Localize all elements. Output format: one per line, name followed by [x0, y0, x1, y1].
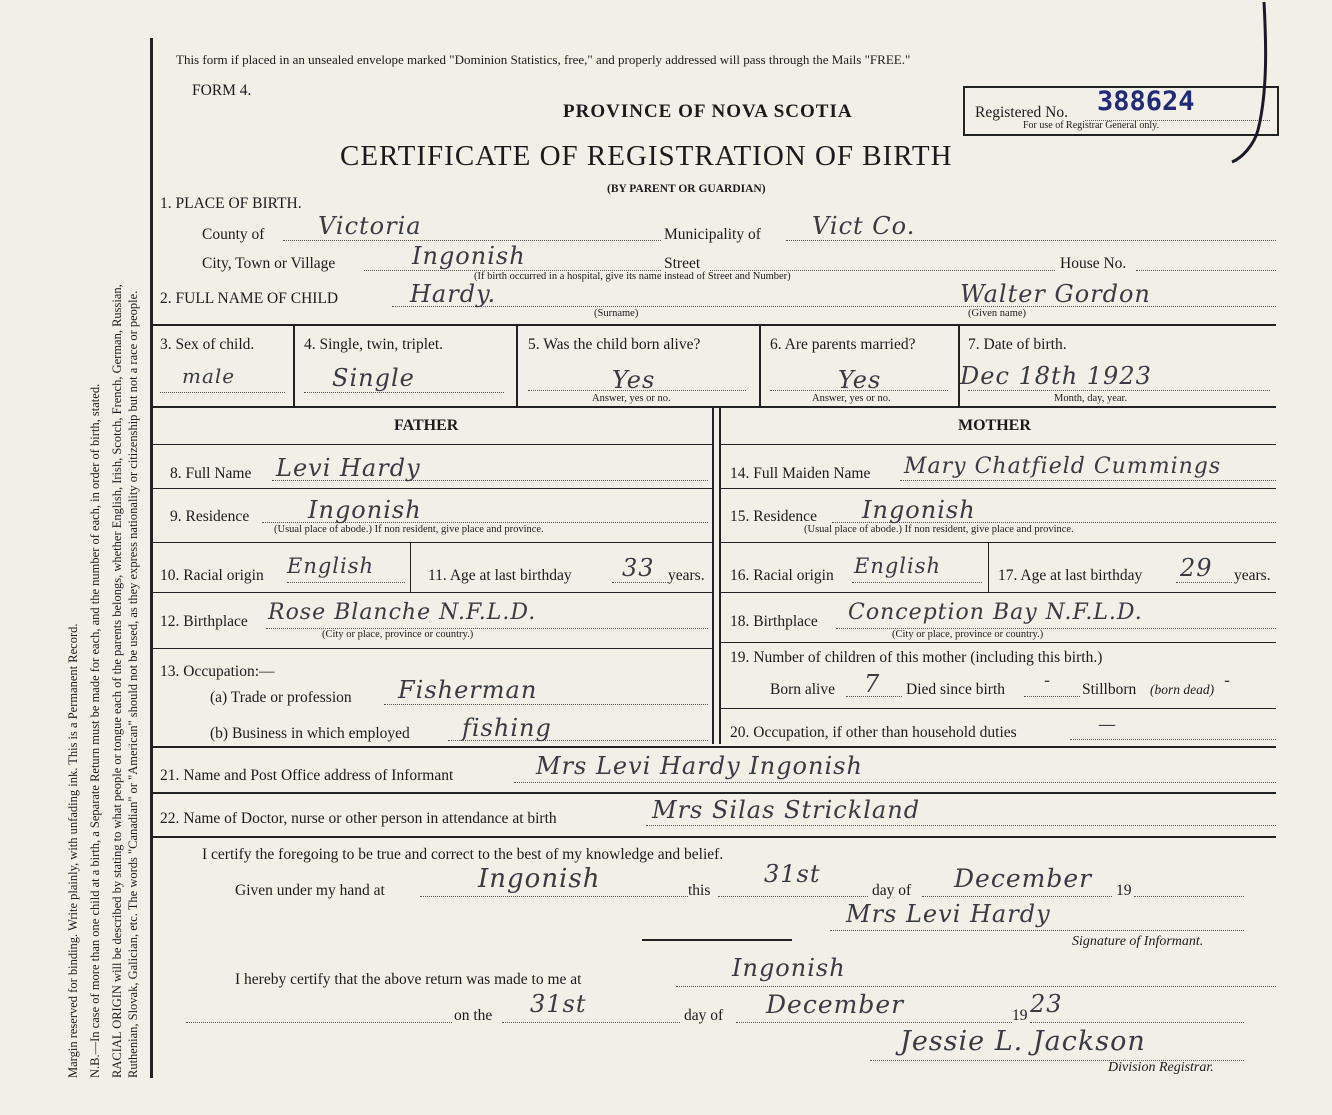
dob-note: Month, day, year. [1054, 393, 1128, 404]
registrar-note: For use of Registrar General only. [1023, 120, 1159, 131]
given-day-label: day of [872, 882, 912, 899]
county-value: Victoria [318, 212, 422, 240]
father-years: years. [668, 567, 705, 584]
born-alive-label: Born alive [770, 681, 835, 698]
stillborn-label: Stillborn [1082, 681, 1137, 698]
mother-age-label: 17. Age at last birthday [998, 567, 1143, 584]
informant-signature-label: Signature of Informant. [1072, 934, 1204, 949]
alive-note: Answer, yes or no. [592, 393, 671, 404]
sex-value: male [182, 364, 236, 388]
children-label: 19. Number of children of this mother (including this birth.) [730, 649, 1103, 666]
ink-bracket-mark [1228, 0, 1278, 170]
given-year-label: 19 [1116, 882, 1132, 899]
municipality-value: Vict Co. [812, 212, 916, 240]
registrar-month: December [766, 990, 905, 1019]
child-given-name: Walter Gordon [960, 280, 1151, 308]
child-surname: Hardy. [410, 280, 497, 308]
mother-birthplace-label: 18. Birthplace [730, 613, 818, 630]
father-age: 33 [622, 554, 655, 582]
father-name-label: 8. Full Name [170, 465, 252, 482]
street-label: Street [664, 255, 701, 272]
mother-name: Mary Chatfield Cummings [904, 454, 1222, 479]
registrar-on-label: on the [454, 1007, 493, 1024]
registrar-signature-label: Division Registrar. [1108, 1060, 1214, 1075]
attendant-label: 22. Name of Doctor, nurse or other person in attendance at birth [160, 810, 557, 827]
registrar-place: Ingonish [732, 954, 846, 982]
father-birthplace: Rose Blanche N.F.L.D. [268, 600, 537, 625]
county-label: County of [202, 226, 265, 243]
mother-birthplace-note: (City or place, province or country.) [892, 629, 1044, 640]
certify-text: I certify the foregoing to be true and correct to the best of my knowledge and belief. [202, 846, 724, 863]
occupation-label: 13. Occupation:— [160, 663, 275, 680]
given-label: Given under my hand at [235, 882, 385, 899]
city-value: Ingonish [412, 242, 526, 270]
trade-label: (a) Trade or profession [210, 689, 352, 706]
informant-value: Mrs Levi Hardy Ingonish [536, 752, 863, 780]
dob-value: Dec 18th 1923 [960, 362, 1152, 390]
plurality-label: 4. Single, twin, triplet. [304, 336, 444, 353]
mother-name-label: 14. Full Maiden Name [730, 465, 871, 482]
registered-label: Registered No. [975, 104, 1068, 121]
informant-label: 21. Name and Post Office address of Informant [160, 767, 454, 784]
father-race-label: 10. Racial origin [160, 567, 264, 584]
mother-residence-label: 15. Residence [730, 508, 817, 525]
died-label: Died since birth [906, 681, 1006, 698]
house-label: House No. [1060, 255, 1127, 272]
mother-race-label: 16. Racial origin [730, 567, 834, 584]
registrar-day: 31st [530, 990, 587, 1018]
stillborn-note: (born dead) [1150, 682, 1215, 697]
given-month: December [954, 864, 1093, 893]
mother-heading: MOTHER [958, 417, 1031, 434]
margin-note-2: N.B.—In case of more than one child at a birth, a Separate Return must be made for each, and the number of each, in order of birth, stated. [88, 383, 102, 1078]
given-day: 31st [764, 860, 821, 888]
trade-value: Fisherman [398, 676, 538, 704]
stillborn-value: - [1224, 670, 1232, 691]
margin-note-3: RACIAL ORIGIN will be described by stating to what people or tongue each of the parents belongs, whether English, Irish, Scotch, French, German, Russian, [110, 284, 124, 1078]
registrar-year: 23 [1030, 990, 1063, 1018]
certificate-subtitle: (BY PARENT OR GUARDIAN) [607, 183, 766, 195]
sex-label: 3. Sex of child. [160, 336, 255, 353]
born-alive-value: 7 [864, 670, 881, 698]
alive-value: Yes [612, 366, 656, 394]
father-residence-label: 9. Residence [170, 508, 250, 525]
father-race: English [287, 554, 375, 578]
mail-notice: This form if placed in an unsealed envelope marked "Dominion Statistics, free," and properly addressed will pass through the Mails "FREE." [176, 52, 911, 67]
margin-note-4: Ruthenian, Slovak, Galician, etc. The words "Canadian" or "American" should not be used, as they express nationality or citizenship but not a race or people. [126, 290, 140, 1078]
father-age-label: 11. Age at last birthday [428, 567, 572, 584]
registered-number: 388624 [1097, 86, 1195, 117]
registrar-year-label: 19 [1012, 1007, 1028, 1024]
given-place: Ingonish [478, 864, 601, 894]
father-heading: FATHER [394, 417, 459, 434]
alive-label: 5. Was the child born alive? [528, 336, 701, 353]
business-value: fishing [462, 714, 552, 742]
mother-occupation-label: 20. Occupation, if other than household duties [730, 724, 1017, 741]
father-name: Levi Hardy [276, 454, 421, 482]
hospital-note: (If birth occurred in a hospital, give its name instead of Street and Number) [474, 271, 791, 282]
mother-residence-note: (Usual place of abode.) If non resident, give place and province. [804, 524, 1074, 535]
given-name-note: (Given name) [968, 308, 1027, 319]
province-heading: PROVINCE OF NOVA SCOTIA [563, 101, 853, 122]
place-heading: 1. PLACE OF BIRTH. [160, 195, 302, 212]
surname-note: (Surname) [594, 308, 639, 319]
child-name-label: 2. FULL NAME OF CHILD [160, 290, 339, 307]
father-residence-note: (Usual place of abode.) If non resident, give place and province. [274, 524, 544, 535]
mother-age: 29 [1180, 554, 1213, 582]
dob-label: 7. Date of birth. [968, 336, 1067, 353]
plurality-value: Single [332, 364, 415, 392]
mother-race: English [854, 554, 942, 578]
certificate-title: CERTIFICATE OF REGISTRATION OF BIRTH [340, 140, 953, 172]
business-label: (b) Business in which employed [210, 725, 410, 742]
married-note: Answer, yes or no. [812, 393, 891, 404]
registrar-signature: Jessie L. Jackson [900, 1026, 1146, 1057]
city-label: City, Town or Village [202, 255, 336, 272]
municipality-label: Municipality of [664, 226, 761, 243]
father-birthplace-note: (City or place, province or country.) [322, 629, 474, 640]
married-label: 6. Are parents married? [770, 336, 916, 353]
died-value: - [1044, 670, 1052, 691]
mother-residence: Ingonish [862, 496, 976, 524]
informant-signature: Mrs Levi Hardy [846, 900, 1051, 928]
mother-birthplace: Conception Bay N.F.L.D. [848, 600, 1143, 625]
married-value: Yes [838, 366, 882, 394]
registrar-day-label: day of [684, 1007, 724, 1024]
registrar-text: I hereby certify that the above return was made to me at [235, 971, 582, 988]
father-birthplace-label: 12. Birthplace [160, 613, 248, 630]
mother-years: years. [1234, 567, 1271, 584]
father-residence: Ingonish [308, 496, 422, 524]
binding-margin-rule [150, 38, 153, 1078]
margin-note-1: Margin reserved for binding. Write plainly, with unfading ink. This is a Permanent Record. [66, 623, 80, 1078]
mother-occupation: — [1098, 714, 1117, 735]
form-number: FORM 4. [192, 82, 252, 99]
this-label: this [688, 882, 711, 899]
attendant-value: Mrs Silas Strickland [652, 796, 921, 824]
